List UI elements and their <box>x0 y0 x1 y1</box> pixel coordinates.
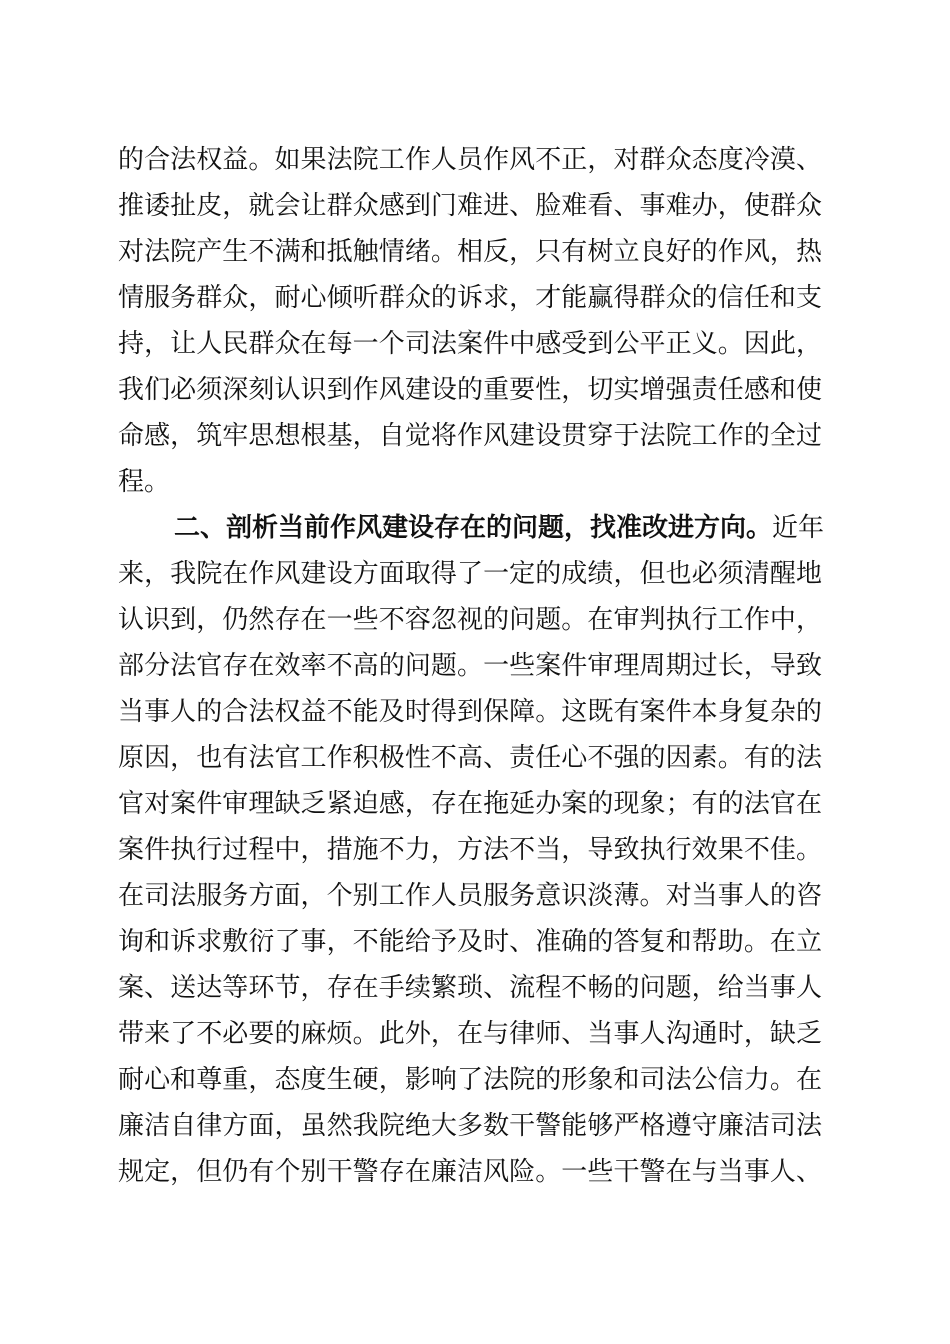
text-line: 在司法服务方面，个别工作人员服务意识淡薄。对当事人的咨 <box>118 881 822 911</box>
text-line: 的合法权益。如果法院工作人员作风不正，对群众态度冷漠、 <box>118 145 822 175</box>
text-line: 推诿扯皮，就会让群众感到门难进、脸难看、事难办，使群众 <box>118 191 822 221</box>
text-line: 原因，也有法官工作积极性不高、责任心不强的因素。有的法 <box>118 743 822 773</box>
text-line: 情服务群众，耐心倾听群众的诉求，才能赢得群众的信任和支 <box>118 283 822 313</box>
text-line: 廉洁自律方面，虽然我院绝大多数干警能够严格遵守廉洁司法 <box>118 1111 822 1141</box>
paragraph-1 <box>118 137 822 505</box>
text-line: 官对案件审理缺乏紧迫感，存在拖延办案的现象；有的法官在 <box>118 789 822 819</box>
text-line: 我们必须深刻认识到作风建设的重要性，切实增强责任感和使 <box>118 375 822 405</box>
text-line: 认识到，仍然存在一些不容忽视的问题。在审判执行工作中， <box>118 605 822 635</box>
text-line: 部分法官存在效率不高的问题。一些案件审理周期过长，导致 <box>118 651 822 681</box>
text-line: 来，我院在作风建设方面取得了一定的成绩，但也必须清醒地 <box>118 559 822 589</box>
text-line: 带来了不必要的麻烦。此外，在与律师、当事人沟通时，缺乏 <box>118 1019 822 1049</box>
heading-tail-text: 近年 <box>772 513 825 543</box>
text-line: 程。 <box>118 467 171 497</box>
text-line: 持，让人民群众在每一个司法案件中感受到公平正义。因此， <box>118 329 822 359</box>
text-line: 案件执行过程中，措施不力，方法不当，导致执行效果不佳。 <box>118 835 822 865</box>
text-line: 对法院产生不满和抵触情绪。相反，只有树立良好的作风，热 <box>118 237 822 267</box>
section-heading: 二、剖析当前作风建设存在的问题，找准改进方向。 <box>174 513 773 543</box>
text-line: 案、送达等环节，存在手续繁琐、流程不畅的问题，给当事人 <box>118 973 822 1003</box>
heading-line <box>118 505 825 551</box>
text-line: 耐心和尊重，态度生硬，影响了法院的形象和司法公信力。在 <box>118 1065 822 1095</box>
text-line: 询和诉求敷衍了事，不能给予及时、准确的答复和帮助。在立 <box>118 927 822 957</box>
text-line: 当事人的合法权益不能及时得到保障。这既有案件本身复杂的 <box>118 697 822 727</box>
text-line: 命感，筑牢思想根基，自觉将作风建设贯穿于法院工作的全过 <box>118 421 822 451</box>
text-line: 规定，但仍有个别干警存在廉洁风险。一些干警在与当事人、 <box>118 1157 822 1187</box>
document-page <box>118 137 825 1195</box>
paragraph-2 <box>118 505 825 1195</box>
